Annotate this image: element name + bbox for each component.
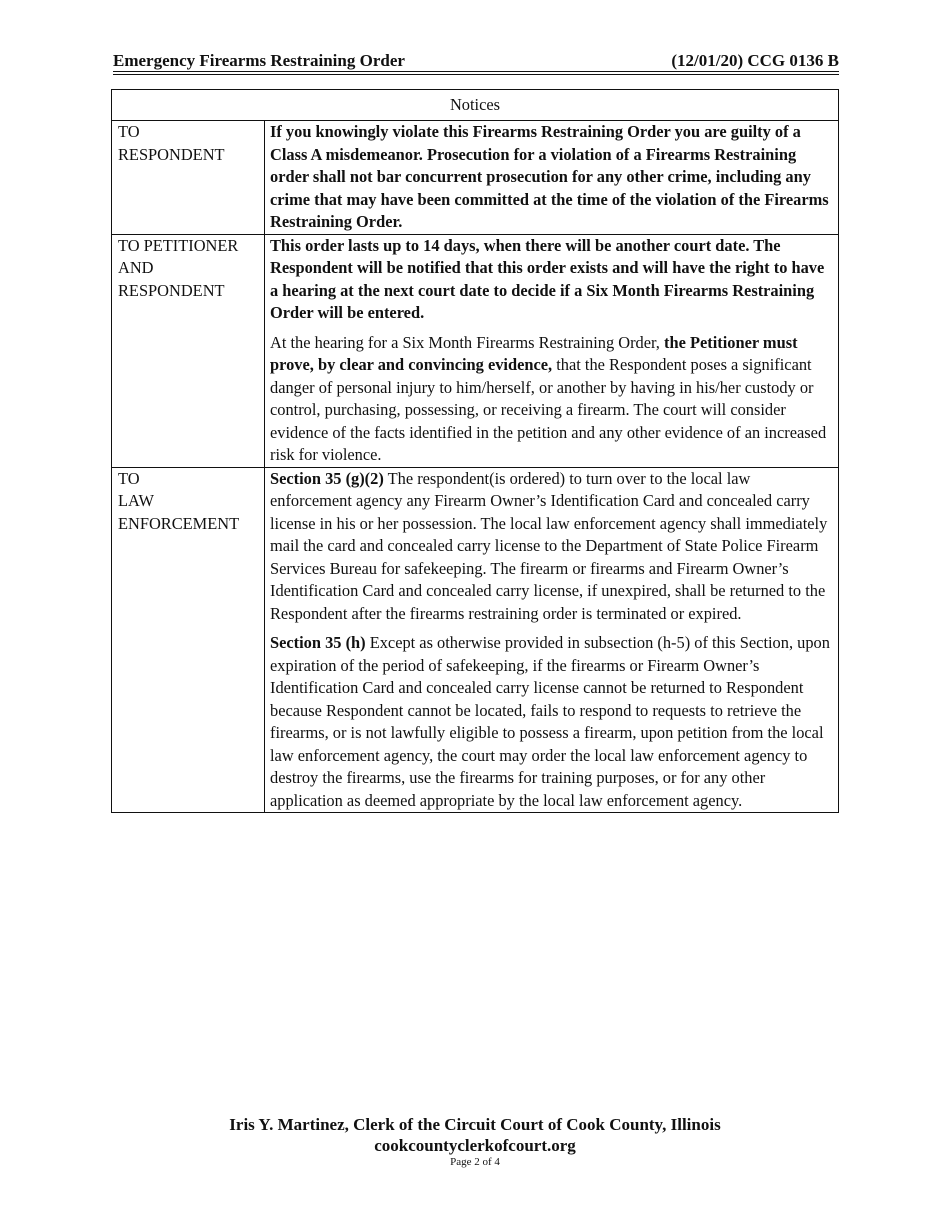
notice-row-respondent bbox=[112, 121, 839, 235]
section-35-g2-text: The respondent(is ordered) to turn over to the local law enforcement agency any Firearm Owner’s Identification Card and concealed carry license in his or her possession. The local law enforcement agency shall immediately mail the card and concealed carry license to the Department of State Police Firearm Services Bureau for safekeeping. The firearm or firearms and Firearm Owner’s Identification Card and concealed carry license, if unexpired, shall be returned to the Respondent after the firearms restraining order is terminated or expired. bbox=[270, 468, 828, 623]
section-35-g2-paragraph bbox=[270, 468, 834, 626]
label-line: RESPONDENT bbox=[118, 280, 225, 300]
page-number: Page 2 of 4 bbox=[450, 1156, 500, 1168]
notices-heading-row bbox=[112, 90, 839, 121]
header-rule-top bbox=[113, 71, 839, 72]
form-code: (12/01/20) CCG 0136 B bbox=[671, 51, 839, 70]
document-header bbox=[113, 51, 839, 71]
section-35-g2-heading: Section 35 (g)(2) bbox=[270, 468, 384, 488]
label-line: TO bbox=[118, 468, 140, 488]
section-35-h-heading: Section 35 (h) bbox=[270, 633, 366, 652]
notice-text-respondent bbox=[265, 121, 839, 235]
section-35-h-text: Except as otherwise provided in subsection (h-5) of this Section, upon expiration of the period of safekeeping, if the firearms or Firearm Owner’s Identification Card and concealed carry license cannot be returned to Respondent because Respondent cannot be located, fails to respond to requests to retrieve the firearms, or is not lawfully eligible to possess a firearm, upon petition from the local law enforcement agency, the court may order the local law enforcement agency to destroy the firearms, use the firearms for training purposes, or for any other application as deemed appropriate by the local law enforcement agency. bbox=[270, 633, 830, 810]
violation-warning: If you knowingly violate this Firearms Restraining Order you are guilty of a Class A misdemeanor. Prosecution for a violation of a Firearms Restraining order shall not bar concurrent prosecution for any other crime, including any crime that may have been committed at the time of the violation of the Firearms Restraining Order. bbox=[270, 122, 829, 231]
notices-heading: Notices bbox=[112, 90, 839, 121]
clerk-name: Iris Y. Martinez, Clerk of the Circuit Court of Cook County, Illinois bbox=[229, 1115, 721, 1134]
clerk-website: cookcountyclerkofcourt.org bbox=[374, 1136, 576, 1155]
notices-table bbox=[111, 89, 839, 813]
notice-row-law-enforcement bbox=[112, 467, 839, 813]
hearing-burden-paragraph bbox=[270, 332, 834, 467]
label-line: RESPONDENT bbox=[118, 144, 225, 164]
label-line: AND bbox=[118, 258, 154, 277]
notice-text-law-enforcement bbox=[265, 467, 839, 813]
hearing-intro: At the hearing for a Six Month Firearms Restraining Order, bbox=[270, 332, 664, 352]
document-footer bbox=[0, 1114, 950, 1169]
notice-text-petitioner-respondent bbox=[265, 234, 839, 467]
order-duration-notice: This order lasts up to 14 days, when there will be another court date. The Respondent will be notified that this order exists and will have the right to have a hearing at the next court date to decide if a Six Month Firearms Restraining Order will be entered. bbox=[270, 235, 825, 322]
document-title: Emergency Firearms Restraining Order bbox=[113, 51, 405, 70]
section-35-h-paragraph bbox=[270, 632, 834, 812]
header-rule-bottom bbox=[113, 74, 839, 75]
label-line: LAW bbox=[118, 491, 155, 510]
notice-label-petitioner-respondent bbox=[112, 234, 265, 467]
label-line: ENFORCEMENT bbox=[118, 513, 240, 533]
hearing-rest: that the Respondent poses a significant danger of personal injury to him/herself, or another by having in his/her custody or control, purchasing, possessing, or receiving a firearm. The court will consider evidence of the facts identified in the petition and any other evidence of an increased risk for violence. bbox=[270, 355, 827, 464]
label-line: TO PETITIONER bbox=[118, 235, 239, 255]
notice-row-petitioner-respondent bbox=[112, 234, 839, 467]
notice-label-law-enforcement bbox=[112, 467, 265, 813]
label-line: TO bbox=[118, 122, 140, 141]
burden-of-proof: the Petitioner must prove, by clear and convincing evidence, bbox=[270, 332, 798, 374]
notice-label-respondent bbox=[112, 121, 265, 235]
